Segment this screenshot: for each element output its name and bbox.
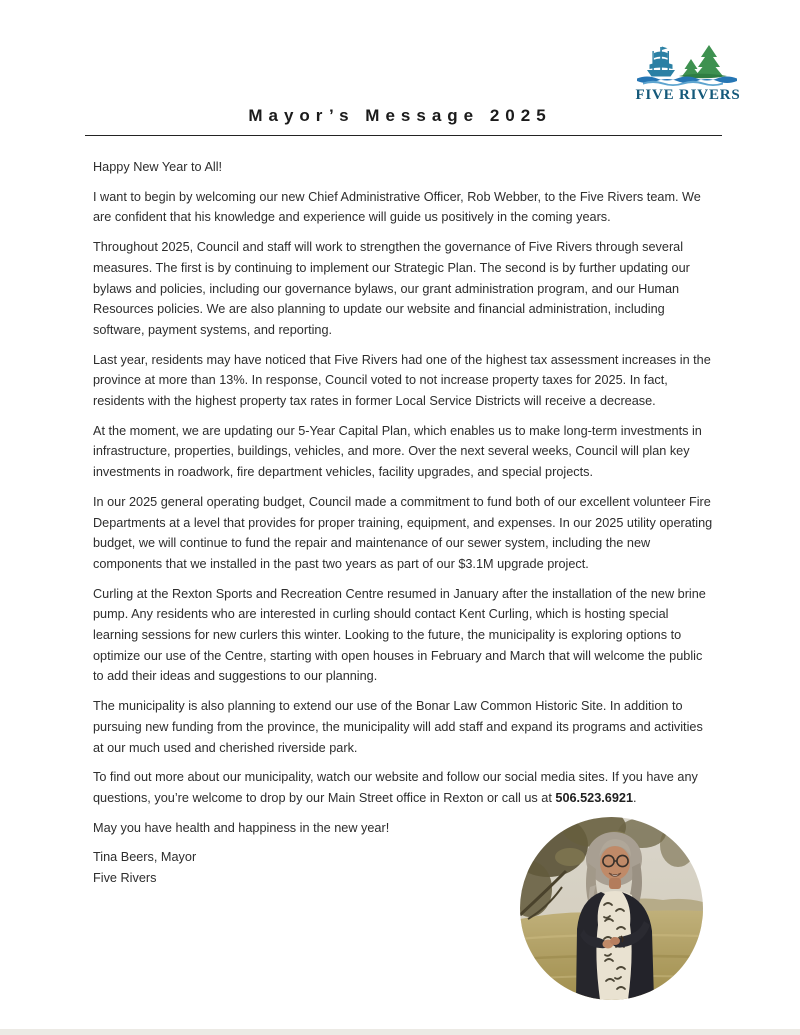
title-divider xyxy=(85,135,722,136)
paragraph-welcome-cao: I want to begin by welcoming our new Chief Administrative Officer, Rob Webber, to the Five Rivers team. We are confident that his knowledge and experience will guide us positively in the coming years. xyxy=(93,189,701,225)
paragraph-taxes: Last year, residents may have noticed that Five Rivers had one of the highest tax assessment increases in the province at more than 13%. In response, Council voted to not increase property taxes for 2025. In fact, residents with the highest property tax rates in former Local Service Districts will receive a decrease. xyxy=(93,352,711,409)
five-rivers-logo-wordmark: FIVE RIVERS xyxy=(635,87,741,103)
paragraph-capital-plan: At the moment, we are updating our 5-Year Capital Plan, which enables us to make long-term investments in infrastructure, properties, buildings, vehicles, and more. Over the next several weeks, Council will plan key investments in roadwork, fire department vehicles, facility upgrades, and special projects. xyxy=(93,423,702,480)
signature-org: Five Rivers xyxy=(93,871,157,886)
paragraph-budget: In our 2025 general operating budget, Council made a commitment to fund both of our excellent volunteer Fire Departments at a level that provides for proper training, equipment, and expenses. In our 2025 utility operating budget, we will continue to fund the repair and maintenance of our sewer system, including the new components that we installed in the past two years as part of our $3.1M upgrade project. xyxy=(93,494,713,571)
signature-name: Tina Beers, Mayor xyxy=(93,850,197,865)
page-bottom-edge xyxy=(0,1029,800,1035)
paragraph-bonar-law: The municipality is also planning to extend our use of the Bonar Law Common Historic Site. In addition to pursuing new funding from the province, the municipality will add staff and expand its programs and activities at our much used and cherished riverside park. xyxy=(93,699,703,755)
five-rivers-logo-icon xyxy=(632,40,744,86)
greeting: Happy New Year to All! xyxy=(93,160,223,174)
phone-number: 506.523.6921 xyxy=(555,790,634,805)
paragraph-curling: Curling at the Rexton Sports and Recreation Centre resumed in January after the installation of the new brine pump. Any residents who are interested in curling should contact Kent Curling, which is hosting special learning sessions for new curlers this winter. Looking to the future, the municipality is exploring options to optimize our use of the Centre, starting with open houses in February and March that will welcome the public to add their ideas and suggestions to our planning. xyxy=(93,586,706,684)
contact-text-suffix: . xyxy=(633,790,637,805)
paragraph-contact xyxy=(93,767,713,808)
mayor-portrait-photo xyxy=(520,817,703,1000)
closing-wish: May you have health and happiness in the new year! xyxy=(93,820,390,835)
five-rivers-logo xyxy=(632,40,744,104)
contact-text: To find out more about our municipality, watch our website and follow our social media sites. If you have any questions, you’re welcome to drop by our Main Street office in Rexton or call us at xyxy=(93,770,698,805)
letter-body xyxy=(93,157,713,898)
paragraph-governance: Throughout 2025, Council and staff will work to strengthen the governance of Five Rivers through several measures. The first is by continuing to implement our Strategic Plan. The second is by further updating our bylaws and policies, including our governance bylaws, our grant administration program, and our Human Resources policies. We are also planning to update our website and financial administration, including software, payment systems, and reporting. xyxy=(93,240,690,337)
page-title: Mayor’s Message 2025 xyxy=(248,106,552,125)
